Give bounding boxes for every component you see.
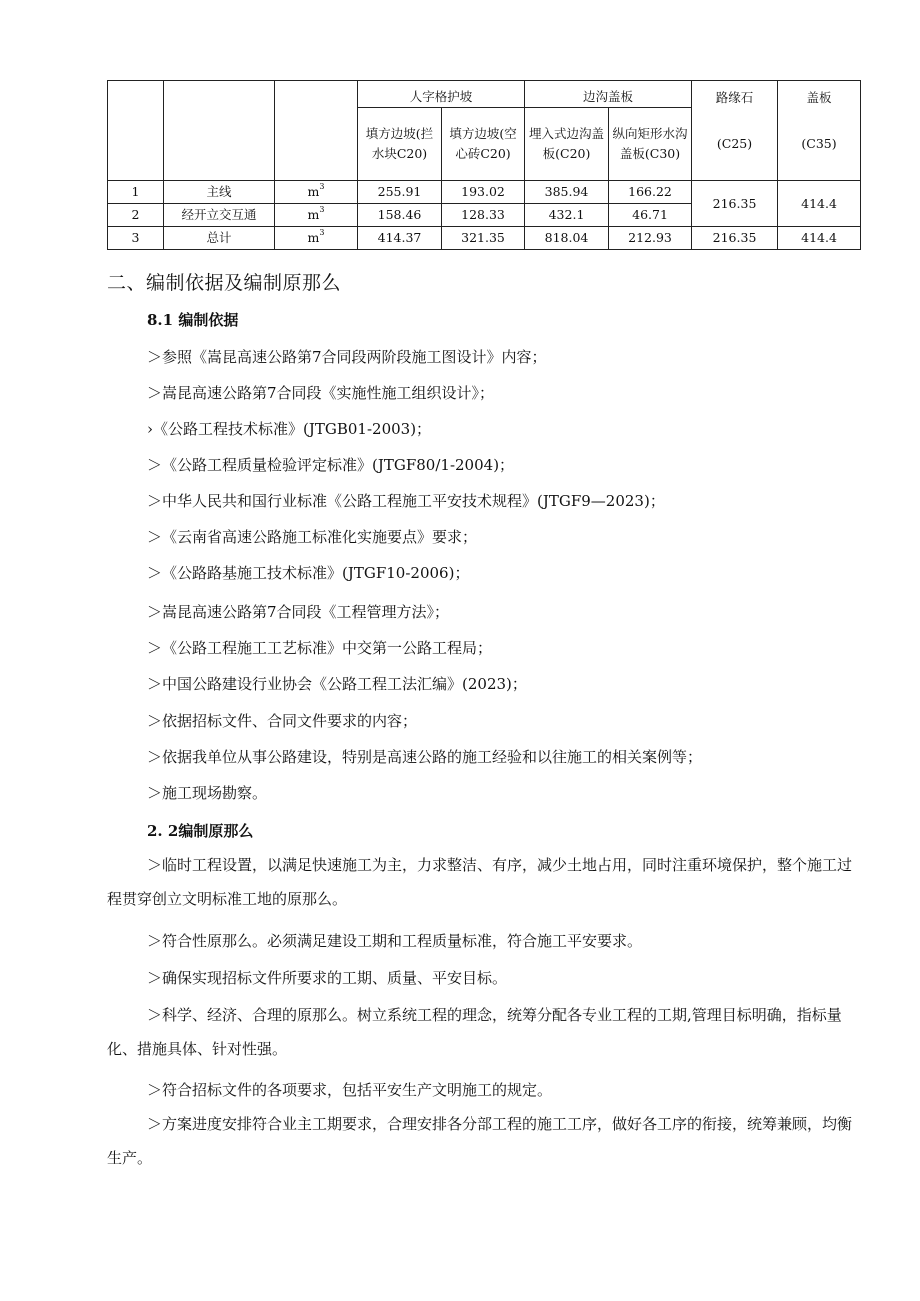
row-unit: $m^3$: [275, 181, 358, 204]
header-blank-unit: [275, 81, 358, 181]
row-unit: $m^3$: [275, 227, 358, 250]
row-name: 主线: [164, 181, 275, 204]
basis-item: ＞中国公路建设行业协会《公路工程工法汇编》(2023)；: [147, 675, 527, 693]
principle-item: ＞方案进度安排符合业主工期要求，合理安排各分部工程的施工工序，做好各工序的衔接，统筹兼顾，均衡生产。: [107, 1115, 853, 1167]
row-value: 385.94: [525, 181, 609, 204]
row-value: 414.37: [358, 227, 442, 250]
subheader-curb-grade: (C25): [692, 108, 778, 181]
basis-item: ＞《公路路基施工技术标准》(JTGF10-2006)；: [147, 564, 470, 582]
header-ditch: 边沟盖板: [525, 81, 692, 108]
row-value: 818.04: [525, 227, 609, 250]
row-value: 321.35: [442, 227, 525, 250]
principle-item: ＞临时工程设置，以满足快速施工为主，力求整洁、有序，减少土地占用，同时注重环境保护，整个施工过程贯穿创立文明标准工地的原那么。: [107, 856, 853, 908]
row-value: 212.93: [609, 227, 692, 250]
row-value: 414.4: [778, 227, 861, 250]
basis-item: ＞嵩昆高速公路第7合同段《实施性施工组织设计》；: [147, 384, 495, 402]
header-slope: 人字格护坡: [358, 81, 525, 108]
quantity-table: [107, 80, 861, 250]
principles-heading: 2. 2编制原那么: [147, 822, 254, 840]
basis-item: ＞施工现场勘察。: [147, 784, 268, 802]
subheader-cover-grade: (C35): [778, 108, 861, 181]
row-value: 255.91: [358, 181, 442, 204]
row-no: 3: [108, 227, 164, 250]
row-no: 2: [108, 204, 164, 227]
basis-item: ＞《公路工程施工工艺标准》中交第一公路工程局；: [147, 639, 493, 657]
row-value: 128.33: [442, 204, 525, 227]
basis-heading: 8.1 编制依据: [147, 311, 239, 329]
row-value: 158.46: [358, 204, 442, 227]
basis-item: ＞《公路工程质量检验评定标准》(JTGF80/1-2004)；: [147, 456, 515, 474]
table-row: [108, 181, 861, 204]
row-value: 166.22: [609, 181, 692, 204]
section-title: 二、编制依据及编制原那么: [107, 272, 342, 294]
basis-item: ＞嵩昆高速公路第7合同段《工程管理方法》；: [147, 603, 450, 621]
subheader-slope-b: 填方边坡(空心砖C20): [442, 108, 525, 181]
principle-item: ＞科学、经济、合理的原那么。树立系统工程的理念，统筹分配各专业工程的工期,管理目标明确，指标量化、措施具体、针对性强。: [107, 1006, 842, 1058]
basis-item: ＞依据我单位从事公路建设，特别是高速公路的施工经验和以往施工的相关案例等；: [147, 748, 703, 766]
basis-item: ＞《云南省高速公路施工标准化实施要点》要求；: [147, 528, 478, 546]
row-value: 432.1: [525, 204, 609, 227]
row-no: 1: [108, 181, 164, 204]
row-value: 216.35: [692, 227, 778, 250]
subheader-ditch-b: 纵向矩形水沟盖板(C30): [609, 108, 692, 181]
basis-item: ＞依据招标文件、合同文件要求的内容；: [147, 712, 418, 730]
row-value: 193.02: [442, 181, 525, 204]
principle-item: ＞符合性原那么。必须满足建设工期和工程质量标准，符合施工平安要求。: [147, 932, 643, 950]
subheader-slope-a: 填方边坡(拦水块C20): [358, 108, 442, 181]
header-blank-no: [108, 81, 164, 181]
principle-item: ＞确保实现招标文件所要求的工期、质量、平安目标。: [147, 969, 508, 987]
merged-cover-value: 414.4: [778, 181, 861, 227]
row-name: 总计: [164, 227, 275, 250]
basis-item: ＞中华人民共和国行业标准《公路工程施工平安技术规程》(JTGF9—2023)；: [147, 492, 665, 510]
basis-item: ›《公路工程技术标准》(JTGB01-2003)；: [147, 420, 432, 438]
row-name: 经开立交互通: [164, 204, 275, 227]
subheader-ditch-a: 埋入式边沟盖板(C20): [525, 108, 609, 181]
merged-curb-value: 216.35: [692, 181, 778, 227]
basis-item: ＞参照《嵩昆高速公路第7合同段两阶段施工图设计》内容；: [147, 348, 547, 366]
header-blank-name: [164, 81, 275, 181]
principle-item: ＞符合招标文件的各项要求，包括平安生产文明施工的规定。: [147, 1081, 553, 1099]
row-unit: $m^3$: [275, 204, 358, 227]
table-row: [108, 227, 861, 250]
header-cover: 盖板: [778, 81, 861, 108]
row-value: 46.71: [609, 204, 692, 227]
header-curb: 路缘石: [692, 81, 778, 108]
